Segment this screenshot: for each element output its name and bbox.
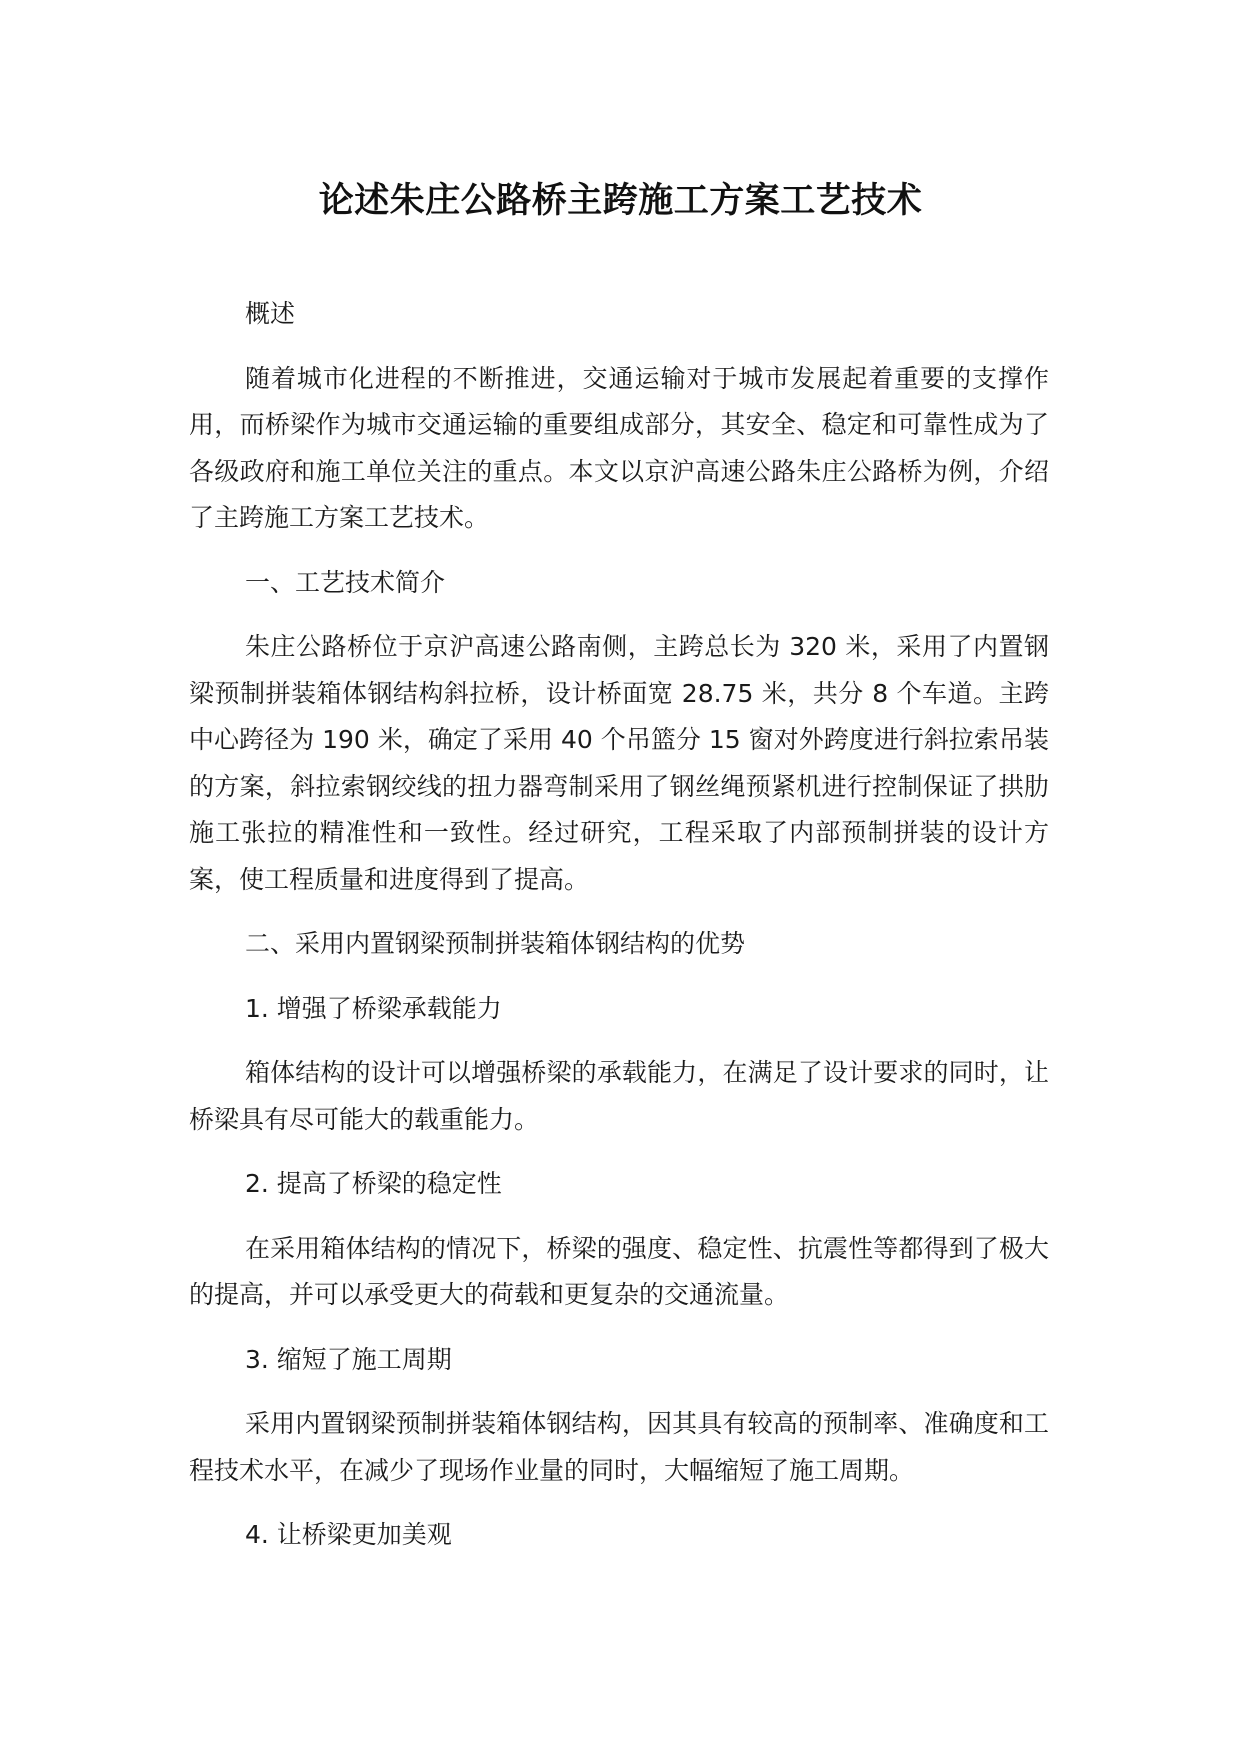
paragraph-tech-intro: 朱庄公路桥位于京沪高速公路南侧，主跨总长为 320 米，采用了内置钢梁预制拼装箱体钢结构斜拉桥，设计桥面宽 28.75 米，共分 8 个车道。主跨中心跨径为 190 米，确定了采用 40 个吊篮分 15 窗对外跨度进行斜拉索吊装的方案，斜拉索钢绞线的扭力器弯制采用了钢丝绳预紧机进行控制保证了拱肋施工张拉的精准性和一致性。经过研究，工程采取了内部预制拼装的设计方案，使工程质量和进度得到了提高。 [189,632,1049,894]
subheading-1: 1. 增强了桥梁承载能力 [245,993,502,1023]
paragraph-stability: 在采用箱体结构的情况下，桥梁的强度、稳定性、抗震性等都得到了极大的提高，并可以承受更大的荷载和更复杂的交通流量。 [189,1233,1049,1309]
section-heading-2: 二、采用内置钢梁预制拼装箱体钢结构的优势 [245,929,746,958]
paragraph-intro: 随着城市化进程的不断推进，交通运输对于城市发展起着重要的支撑作用，而桥梁作为城市交通运输的重要组成部分，其安全、稳定和可靠性成为了各级政府和施工单位关注的重点。本文以京沪高速公路朱庄公路桥为例，介绍了主跨施工方案工艺技术。 [189,363,1049,532]
subheading-3: 3. 缩短了施工周期 [245,1344,452,1374]
section-heading-overview: 概述 [245,299,296,328]
document-title: 论述朱庄公路桥主跨施工方案工艺技术 [318,181,923,221]
subheading-2: 2. 提高了桥梁的稳定性 [245,1169,502,1198]
section-heading-1: 一、工艺技术简介 [245,567,446,597]
paragraph-schedule: 采用内置钢梁预制拼装箱体钢结构，因其具有较高的预制率、准确度和工程技术水平，在减少了现场作业量的同时，大幅缩短了施工周期。 [189,1409,1049,1485]
document-body [189,291,1049,1577]
subheading-4: 4. 让桥梁更加美观 [245,1520,452,1549]
paragraph-capacity: 箱体结构的设计可以增强桥梁的承载能力，在满足了设计要求的同时，让桥梁具有尽可能大的载重能力。 [189,1058,1049,1134]
